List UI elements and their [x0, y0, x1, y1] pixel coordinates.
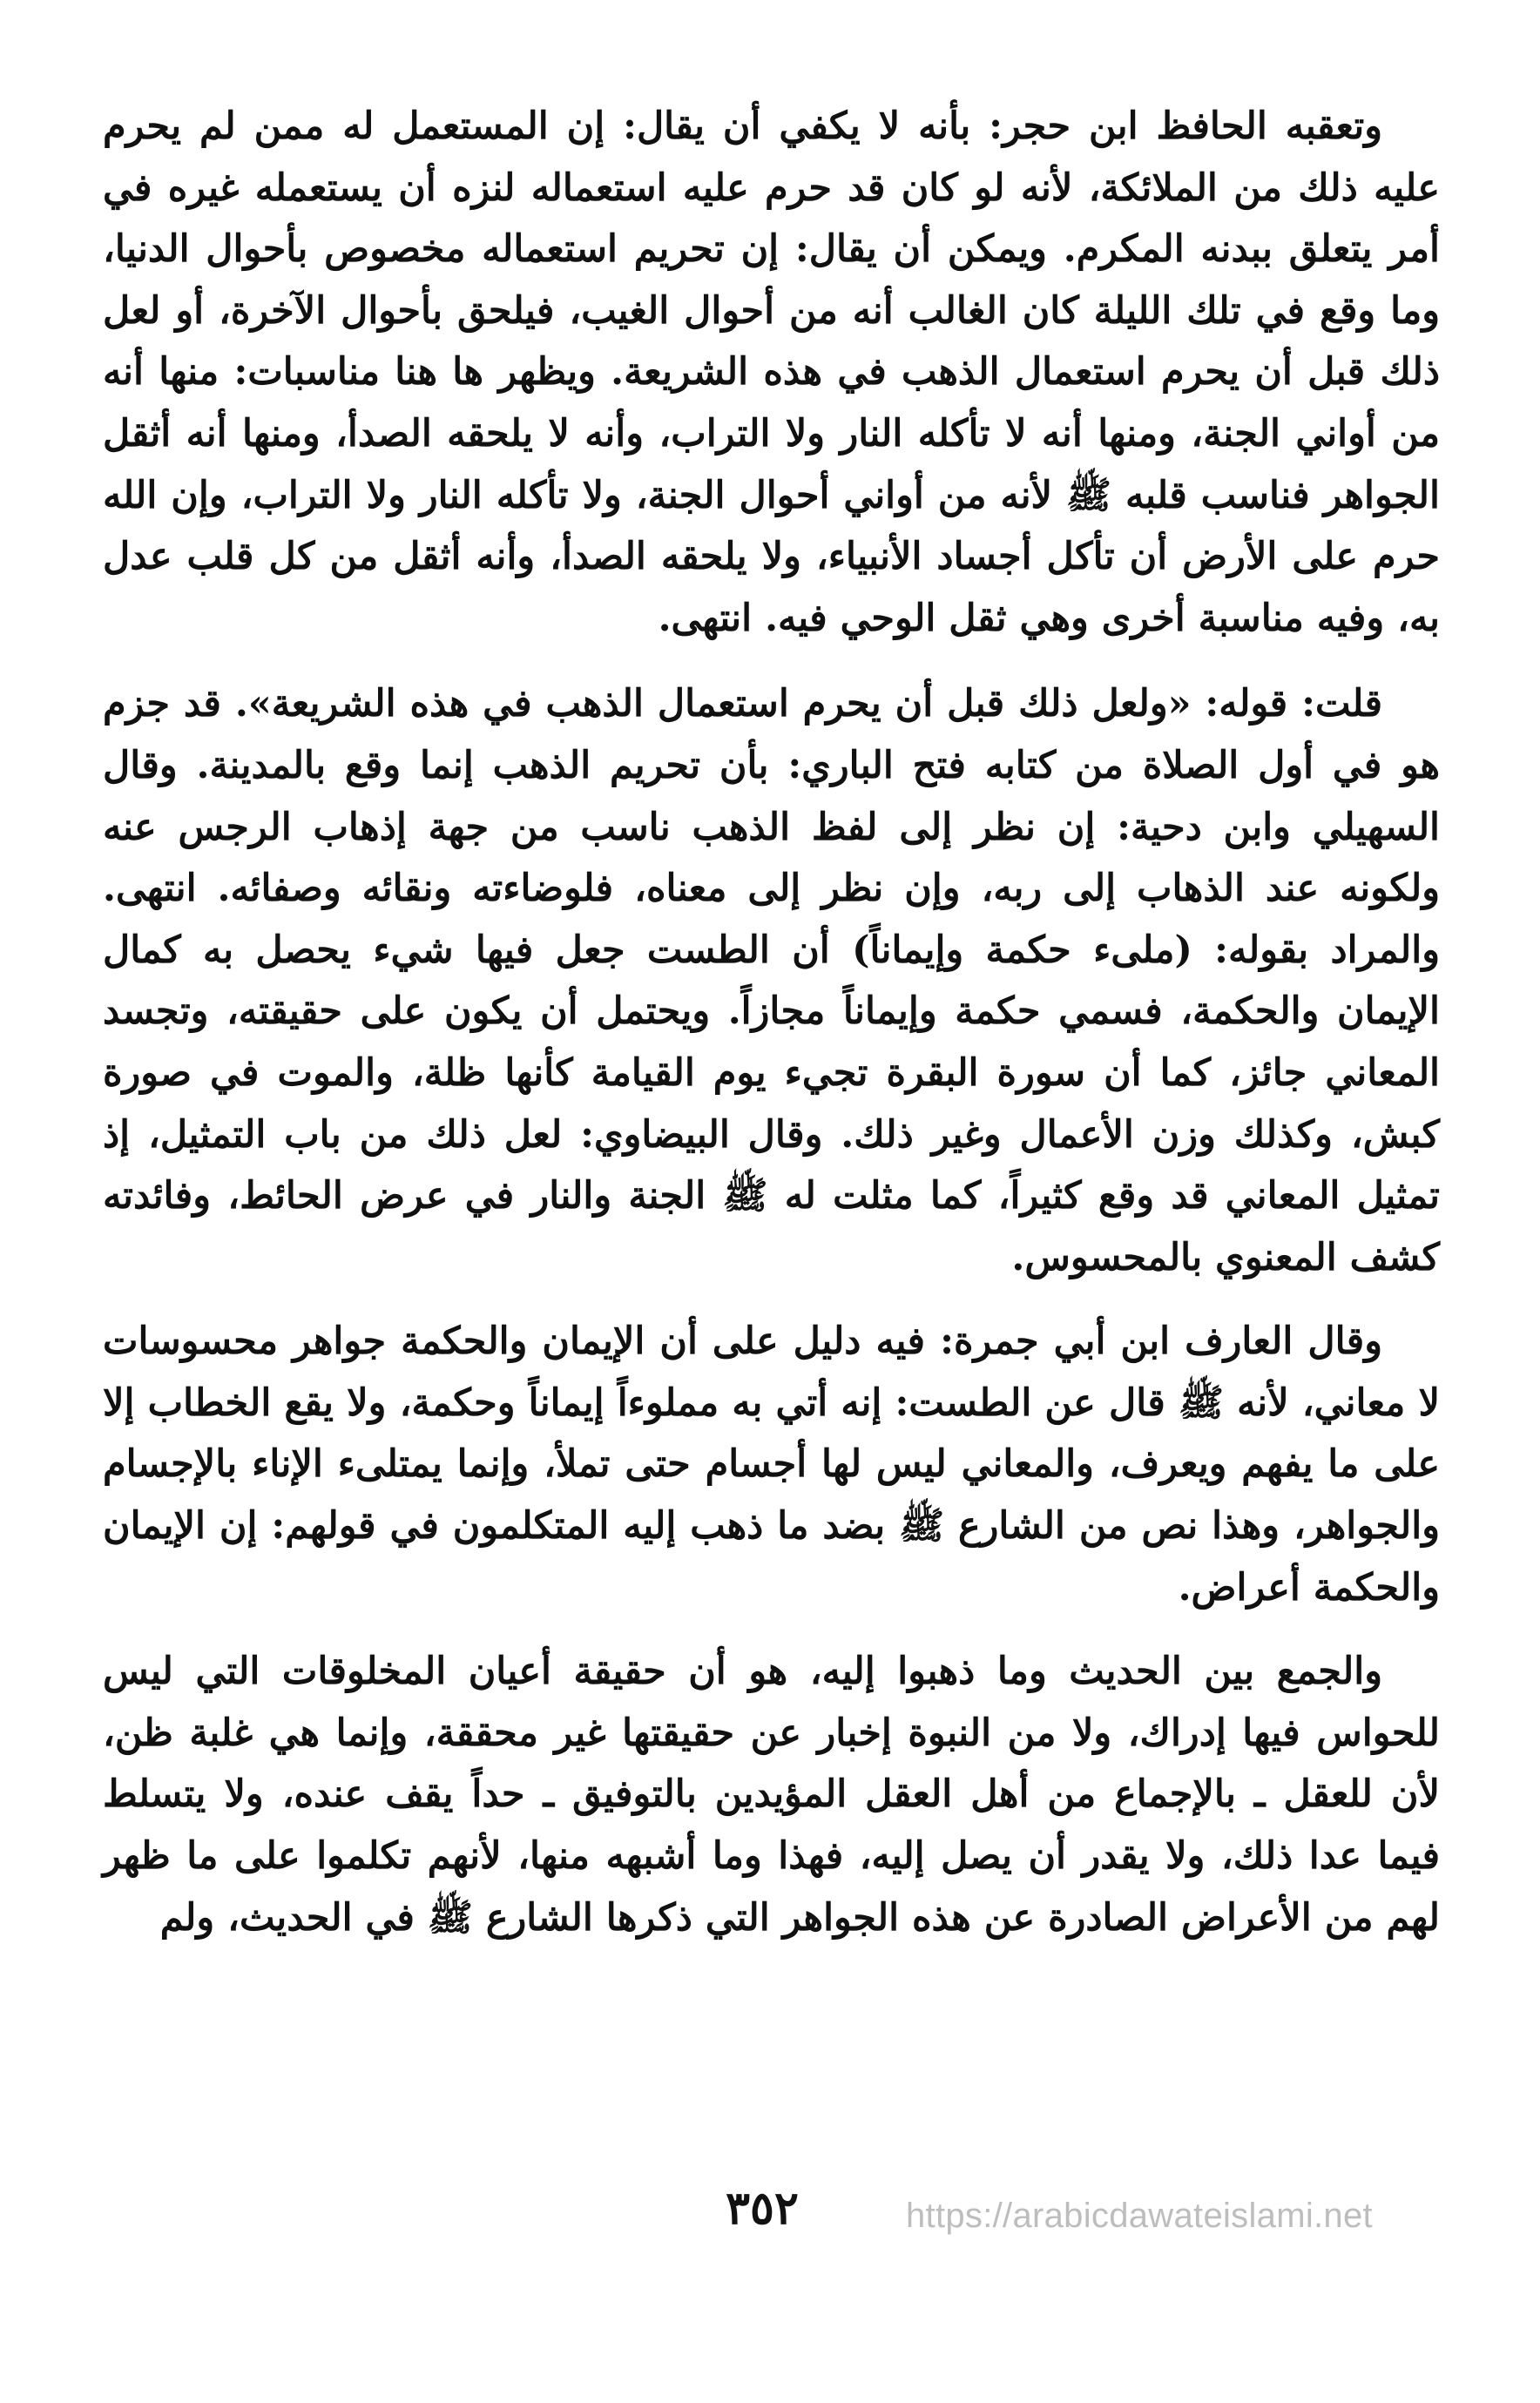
paragraph-ibn-hajar-commentary: وتعقبه الحافظ ابن حجر: بأنه لا يكفي أن يقال: إن المستعمل له ممن لم يحرم عليه ذلك من الملائكة، لأنه لو كان قد حرم عليه استعماله لنزه أن يستعمله غيره في أمر يتعلق ببدنه المكرم. ويمكن أن يقال: إن تحريم استعماله مخصوص بأحوال الدنيا، وما وقع في تلك الليلة كان الغالب أنه من أحوال الغيب، فيلحق بأحوال الآخرة، أو لعل ذلك قبل أن يحرم استعمال الذهب في هذه الشريعة. ويظهر ها هنا مناسبات: منها أنه من أواني الجنة، ومنها أنه لا تأكله النار ولا التراب، وأنه لا يلحقه الصدأ، ومنها أنه أثقل الجواهر فناسب قلبه ﷺ لأنه من أواني أحوال الجنة، ولا تأكله النار ولا التراب، وإن الله حرم على الأرض أن تأكل أجساد الأنبياء، ولا يلحقه الصدأ، وأنه أثقل من كل قلب عدل به، وفيه مناسبة أخرى وهي ثقل الوحي فيه. انتهى.	[103, 105, 1440, 640]
paragraph-reconciliation: والجمع بين الحديث وما ذهبوا إليه، هو أن حقيقة أعيان المخلوقات التي ليس للحواس فيها إدراك، ولا من النبوة إخبار عن حقيقتها غير محققة، وإنما هي غلبة ظن، لأن للعقل ـ بالإجماع من أهل العقل المؤيدين بالتوفيق ـ حداً يقف عنده، ولا يتسلط فيما عدا ذلك، ولا يقدر أن يصل إليه، فهذا وما أشبهه منها، لأنهم تكلموا على ما ظهر لهم من الأعراض الصادرة عن هذه الجواهر التي ذكرها الشارع ﷺ في الحديث، ولم	[103, 1650, 1440, 1940]
book-page-body	[103, 96, 1440, 1971]
watermark-url: https://arabicdawateislami.net	[906, 2197, 1373, 2235]
paragraph-author-remark: قلت: قوله: «ولعل ذلك قبل أن يحرم استعمال الذهب في هذه الشريعة». قد جزم هو في أول الصلاة من كتابه فتح الباري: بأن تحريم الذهب إنما وقع بالمدينة. وقال السهيلي وابن دحية: إن نظر إلى لفظ الذهب ناسب من جهة إذهاب الرجس عنه ولكونه عند الذهاب إلى ربه، وإن نظر إلى معناه، فلوضاءته ونقائه وصفائه. انتهى. والمراد بقوله: (ملىء حكمة وإيماناً) أن الطست جعل فيها شيء يحصل به كمال الإيمان والحكمة، فسمي حكمة وإيماناً مجازاً. ويحتمل أن يكون على حقيقته، وتجسد المعاني جائز، كما أن سورة البقرة تجيء يوم القيامة كأنها ظلة، والموت في صورة كبش، وكذلك وزن الأعمال وغير ذلك. وقال البيضاوي: لعل ذلك من باب التمثيل، إذ تمثيل المعاني قد وقع كثيراً، كما مثلت له ﷺ الجنة والنار في عرض الحائط، وفائدته كشف المعنوي بالمحسوس.	[103, 682, 1440, 1279]
paragraph-ibn-abi-jamra: وقال العارف ابن أبي جمرة: فيه دليل على أن الإيمان والحكمة جواهر محسوسات لا معاني، لأنه ﷺ قال عن الطست: إنه أتي به مملوءاً إيماناً وحكمة، ولا يقع الخطاب إلا على ما يفهم ويعرف، والمعاني ليس لها أجسام حتى تملأ، وإنما يمتلىء الإناء بالإجسام والجواهر، وهذا نص من الشارع ﷺ بضد ما ذهب إليه المتكلمون في قولهم: إن الإيمان والحكمة أعراض.	[103, 1320, 1440, 1610]
page-number: ٣٥٢	[726, 2182, 799, 2235]
